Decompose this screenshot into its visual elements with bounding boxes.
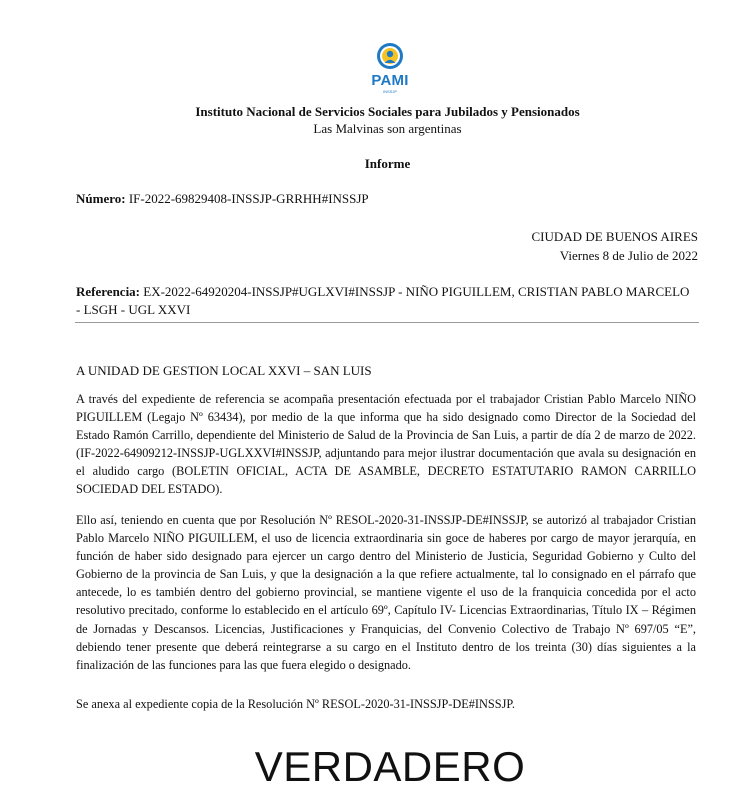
paragraph-2: Ello así, teniendo en cuenta que por Resolución Nº RESOL-2020-31-INSSJP-DE#INSSJP, se autorizó al trabajador Cristian Pablo Marcelo NIÑO PIGUILLEM, el uso de licencia extraordinaria sin goce de haberes por cargo de mayor jerarquía, en función de haber sido designado para ejercer un cargo dentro del Ministerio de Justicia, Seguridad Gobierno y Culto del Gobierno de la provincia de San Luis, y que la designación a la que refiere actualmente, tal lo consignado en el párrafo que antecede, lo es también dentro del gobierno provincial, se mantiene vigente el uso de la franquicia concedida por el acto resolutivo precitado, conforme lo establecido en el artículo 69º, Capítulo IV- Licencias Extraordinarias, Título IX – Régimen de Jornadas y Descansos. Licencias, Justificaciones y Franquicias, del Convenio Colectivo de Trabajo Nº 697/05 “E”, debiendo tener presente que deberá reintegrarse a su cargo en el Instituto dentro de los treinta (30) días siguientes a la finalización de las funciones para las que fuera elegido o designado. [76, 513, 696, 672]
motto: Las Malvinas son argentinas [313, 121, 462, 136]
logo-sub-text: INSSJP [382, 89, 397, 94]
logo-brand-text: PAMI [371, 72, 409, 89]
document-number [76, 191, 369, 207]
pami-emblem-icon [360, 40, 420, 74]
pami-logo [360, 40, 420, 96]
paragraph-1: A través del expediente de referencia se acompaña presentación efectuada por el trabajador Cristian Pablo Marcelo NIÑO PIGUILLEM (Legajo Nº 63434), por medio de la que informa que ha sido designado como Director de la Sociedad del Estado Ramón Carrillo, dependiente del Ministerio de Salud de la Provincia de San Luis, a partir de día 2 de marzo de 2022. (IF-2022-64909212-INSSJP-UGLXXVI#INSSJP, adjuntando para mejor ilustrar documentación que avala su designación en el aludido cargo (BOLETIN OFICIAL, ACTA DE ASAMBLE, DECRETO ESTATUTARIO RAMON CARRILLO SOCIEDAD DEL ESTADO). [76, 392, 696, 497]
paragraph-3: Se anexa al expediente copia de la Resolución Nº RESOL-2020-31-INSSJP-DE#INSSJP. [76, 697, 515, 711]
addressee: A UNIDAD DE GESTION LOCAL XXVI – SAN LUIS [76, 363, 372, 378]
verdadero-stamp: VERDADERO [254, 743, 526, 790]
reference-value: EX-2022-64920204-INSSJP#UGLXVI#INSSJP - NIÑO PIGUILLEM, CRISTIAN PABLO MARCELO - LSGH - UGL XXVI [76, 284, 690, 317]
number-value: IF-2022-69829408-INSSJP-GRRHH#INSSJP [128, 191, 369, 206]
reference-label: Referencia: [76, 284, 141, 299]
reference [76, 283, 696, 319]
document-type: Informe [364, 156, 411, 171]
number-label: Número: [76, 191, 126, 206]
document-date: Viernes 8 de Julio de 2022 [559, 248, 698, 263]
city: CIUDAD DE BUENOS AIRES [531, 229, 698, 244]
institution-name: Instituto Nacional de Servicios Sociales para Jubilados y Pensionados [195, 104, 580, 119]
divider-line [75, 322, 699, 323]
